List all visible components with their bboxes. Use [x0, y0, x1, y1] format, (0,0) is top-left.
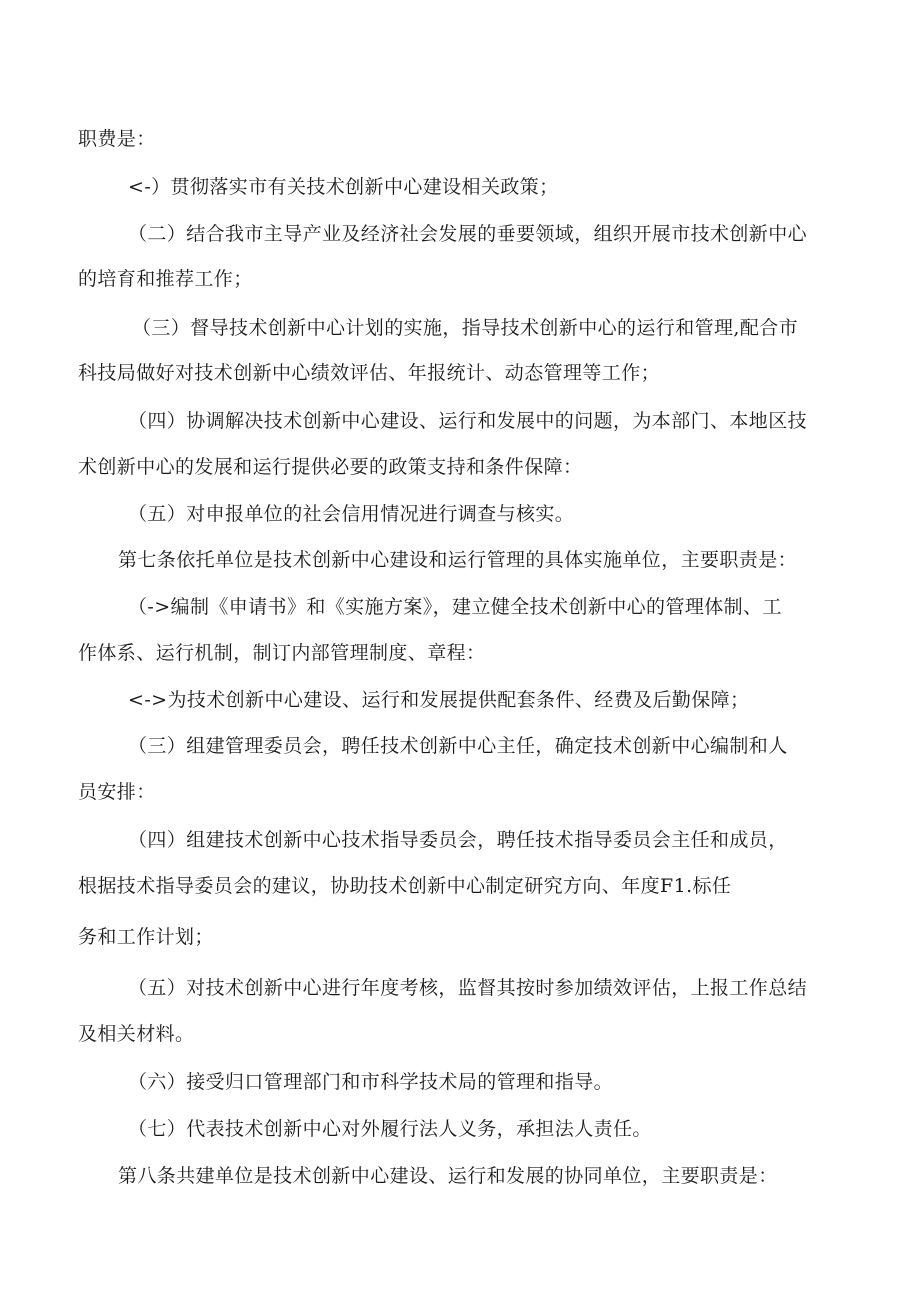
text-line: 第七条依托单位是技术创新中心建设和运行管理的具体实施单位，主要职责是：: [118, 549, 798, 571]
text-line: （->编制《申请书》和《实施方案》，建立健全技术创新中心的管理体制、工: [128, 596, 782, 618]
text-line: <->为技术创新中心建设、运行和发展提供配套条件、经费及后勤保障；: [128, 689, 750, 711]
text-line: （二）结合我市主导产业及经济社会发展的垂要领域，组织开展市技术创新中心: [128, 223, 808, 245]
text-line: （五）对技术创新中心进行年度考核，监督其按时参加绩效评估，上报工作总结: [128, 977, 808, 999]
text-line: （六）接受归口管理部门和市科学技术局的管理和指导。: [128, 1071, 614, 1093]
text-line: <-）贯彻落实市有关技术创新中心建设相关政策；: [128, 176, 559, 198]
text-line: （五）对申报单位的社会信用情况进行调查与核实。: [128, 503, 575, 525]
text-line: 科技局做好对技术创新中心绩效评估、年报统计、动态管理等工作；: [78, 362, 661, 384]
text-line: 根据技术指导委员会的建议，协助技术创新中心制定研究方向、年度F1.标任: [78, 875, 732, 897]
text-line: 及相关材料。: [78, 1023, 195, 1045]
text-line: 作体系、运行机制，制订内部管理制度、章程：: [78, 642, 486, 664]
text-line: 第八条共建单位是技术创新中心建设、运行和发展的协同单位，主要职责是：: [118, 1165, 778, 1187]
text-line: （四）组建技术创新中心技术指导委员会，聘任技术指导委员会主任和成员，: [128, 829, 788, 851]
text-line: 员安排：: [78, 781, 156, 803]
text-line: 的培育和推荐工作；: [78, 268, 253, 290]
text-line: 术创新中心的发展和运行提供必要的政策支持和条件保障：: [78, 456, 583, 478]
text-line: 职费是：: [78, 128, 156, 150]
text-line: （七）代表技术创新中心对外履行法人义务，承担法人责任。: [128, 1118, 652, 1140]
text-line: （四）协调解决技术创新中心建设、运行和发展中的问题，为本部门、本地区技: [128, 410, 808, 432]
text-line: （三）督导技术创新中心计划的实施，指导技术创新中心的运行和管理,配合市: [132, 317, 799, 339]
text-line: 务和工作计划；: [78, 926, 214, 948]
text-line: （三）组建管理委员会，聘任技术创新中心主任，确定技术创新中心编制和人: [128, 735, 788, 757]
